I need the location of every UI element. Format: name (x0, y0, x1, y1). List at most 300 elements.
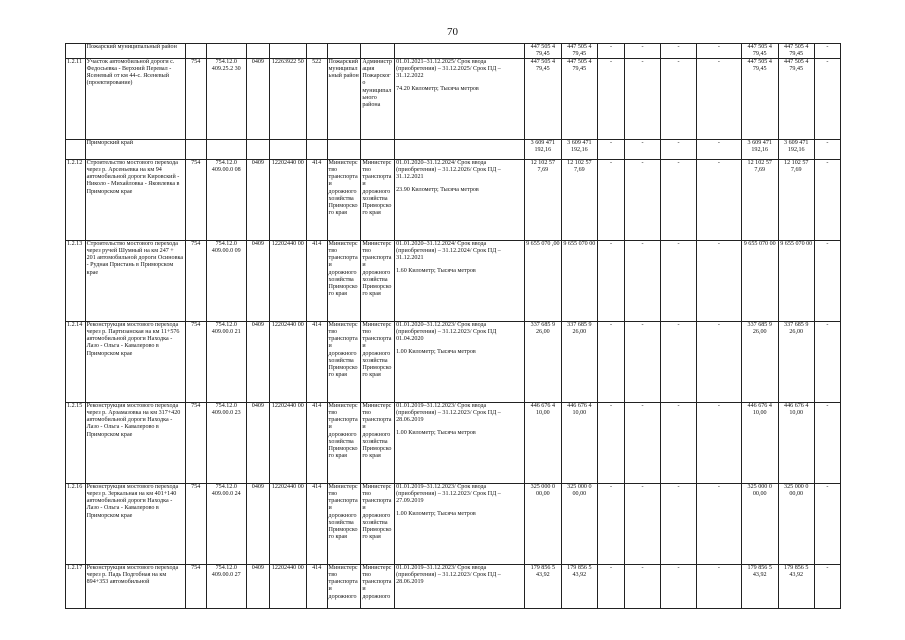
amount-year-budget-cell-text: 179 856 5 43,92 (784, 565, 809, 579)
row-number-text: 1.2.13 (67, 241, 83, 248)
kbk-cell-text: 754.12.0 409.00.0 08 (211, 160, 241, 174)
amount-year-budget-cell (778, 140, 814, 160)
value-cell (625, 140, 661, 160)
main-manager-cell-text: Министерство транспорта и дорожного хозяйства Приморского края (328, 322, 358, 378)
period-cell (395, 565, 525, 609)
value-cell (597, 565, 624, 609)
section-cell (246, 241, 269, 322)
object-name-text: Реконструкция мостового перехода через р. Зеркальная на км 401+140 автомобильной дороги Находка - Лазо - Ольга - Кавалерово в Приморском крае (86, 484, 179, 519)
table-row (66, 160, 841, 241)
value-cell-text: - (677, 322, 680, 329)
section-cell (246, 484, 269, 565)
value-cell (697, 565, 742, 609)
object-name (85, 44, 185, 59)
value-cell-text: - (641, 403, 644, 410)
value-cell (814, 44, 840, 59)
value-cell (597, 322, 624, 403)
object-name (85, 484, 185, 565)
kbk-cell (206, 59, 246, 140)
amount-year-cell-text: 447 505 4 79,45 (747, 44, 772, 58)
object-name (85, 59, 185, 140)
period-cell-text: 01.01.2019–31.12.2023/ Срок ввода (приобретения) – 31.12.2023/ Срок ПД – 28.06.2019 (396, 403, 501, 424)
value-cell (697, 403, 742, 484)
row-number (66, 59, 86, 140)
value-cell-text: - (717, 44, 720, 50)
value-cell (625, 44, 661, 59)
period-cell-text: 01.01.2019–31.12.2023/ Срок ввода (приобретения) – 31.12.2023/ Срок ПД – 27.09.2019 (396, 484, 501, 505)
customer-cell (361, 140, 395, 160)
target-article-cell-text: 12202440 00 (271, 322, 304, 329)
value-cell (814, 140, 840, 160)
code-cell-text: 754 (191, 59, 201, 66)
period-cell (395, 403, 525, 484)
object-name-text: Участок автомобильной дороги с. Федосьевка - Верхний Перевал - Ясеневый от км 44-с. Ясеневый (проектирование) (86, 59, 175, 87)
value-cell (625, 403, 661, 484)
customer-cell (361, 403, 395, 484)
main-manager-cell (327, 322, 361, 403)
customer-cell-text: Администрация Пожарского муниципального района (362, 59, 392, 108)
section-cell-text: 0409 (251, 59, 264, 66)
kbk-cell-text: 754.12.0 409.00.0 23 (211, 403, 241, 417)
code-cell (185, 44, 206, 59)
value-cell (697, 59, 742, 140)
value-cell (625, 160, 661, 241)
amount-total-cell-text: 9 655 070 ,00 (526, 241, 560, 248)
expense-type-cell (306, 484, 327, 565)
value-cell-text: - (717, 241, 720, 248)
object-name-text: Реконструкция мостового перехода через р. Партизанская на км 11+576 автомобильной дороги Находка - Лазо - Ольга - Кавалерово в Приморском крае (86, 322, 180, 357)
value-cell-text: - (641, 140, 644, 147)
amount-year-budget-cell-text: 337 685 9 26,00 (784, 322, 809, 336)
value-cell-text: - (677, 160, 680, 167)
amount-year-budget-cell-text: 12 102 57 7,69 (784, 160, 809, 174)
capacity-text: 74.20 Километр; Тысяча метров (396, 86, 479, 93)
period-cell (395, 140, 525, 160)
section-cell (246, 59, 269, 140)
code-cell-text: 754 (191, 160, 201, 167)
amount-total-cell (524, 160, 561, 241)
table-row (66, 403, 841, 484)
code-cell (185, 565, 206, 609)
amount-total-cell-text: 337 685 9 26,00 (530, 322, 556, 336)
amount-budget-cell (561, 140, 597, 160)
section-cell (246, 140, 269, 160)
expense-type-cell (306, 59, 327, 140)
amount-year-cell-text: 3 609 471 192,16 (747, 140, 772, 154)
row-number-text: 1.2.11 (67, 59, 83, 66)
period-cell-text: 01.01.2020–31.12.2024/ Срок ввода (приобретения) – 31.12.2024/ Срок ПД – 31.12.2021 (396, 241, 501, 262)
value-cell (597, 484, 624, 565)
amount-total-cell (524, 59, 561, 140)
value-cell (697, 44, 742, 59)
value-cell-text: - (677, 403, 680, 410)
value-cell (814, 241, 840, 322)
value-cell-text: - (717, 140, 720, 147)
value-cell-text: - (677, 241, 680, 248)
investment-objects-table (65, 43, 841, 609)
value-cell (814, 322, 840, 403)
amount-budget-cell-text: 3 609 471 192,16 (567, 140, 592, 154)
kbk-cell (206, 140, 246, 160)
customer-cell-text: Министерство транспорта и дорожного (362, 565, 392, 600)
value-cell (597, 160, 624, 241)
value-cell-text: - (641, 160, 644, 167)
row-number (66, 565, 86, 609)
value-cell-text: - (717, 403, 720, 410)
value-cell-text: - (609, 160, 612, 167)
value-cell (597, 59, 624, 140)
amount-year-cell-text: 179 856 5 43,92 (747, 565, 772, 579)
customer-cell-text: Министерство транспорта и дорожного хозяйства Приморского края (362, 160, 392, 216)
amount-budget-cell (561, 59, 597, 140)
value-cell (625, 484, 661, 565)
value-cell-text: - (641, 241, 644, 248)
amount-year-budget-cell-text: 9 655 070 00 (780, 241, 813, 248)
main-manager-cell-text: Министерство транспорта и дорожного (328, 565, 358, 600)
section-cell (246, 322, 269, 403)
period-cell-text: 01.01.2020–31.12.2023/ Срок ввода (приобретения) – 31.12.2023/ Срок ПД 01.04.2020 (396, 322, 497, 343)
value-cell (697, 322, 742, 403)
amount-total-cell-text: 447 505 4 79,45 (530, 44, 556, 58)
expense-type-cell (306, 44, 327, 59)
amount-total-cell-text: 325 000 0 00,00 (530, 484, 556, 498)
amount-year-cell (741, 44, 778, 59)
section-cell-text: 0409 (251, 565, 264, 572)
value-cell (661, 484, 697, 565)
value-cell (625, 322, 661, 403)
value-cell-text: - (609, 44, 612, 50)
value-cell (661, 565, 697, 609)
amount-total-cell (524, 44, 561, 59)
expense-type-cell-text: 414 (312, 160, 322, 167)
table-row (66, 140, 841, 160)
capacity-text: 1.00 Километр; Тысяча метров (396, 349, 476, 356)
target-article-cell (269, 322, 306, 403)
period-cell-text: 01.01.2020–31.12.2024/ Срок ввода (приобретения) – 31.12.2026/ Срок ПД – 31.12.2021 (396, 160, 501, 181)
period-cell (395, 44, 525, 59)
amount-total-cell (524, 484, 561, 565)
object-name (85, 140, 185, 160)
kbk-cell-text: 754.12.0 409.00.0 21 (211, 322, 241, 336)
customer-cell (361, 484, 395, 565)
value-cell (814, 565, 840, 609)
table-row (66, 322, 841, 403)
customer-cell (361, 44, 395, 59)
value-cell-text: - (717, 160, 720, 167)
main-manager-cell (327, 160, 361, 241)
object-name (85, 160, 185, 241)
value-cell-text: - (826, 160, 829, 167)
value-cell-text: - (677, 565, 680, 572)
target-article-cell-text: 12202440 00 (271, 403, 304, 410)
customer-cell (361, 160, 395, 241)
amount-budget-cell-text: 447 505 4 79,45 (567, 59, 592, 73)
capacity-text: 1.00 Километр; Тысяча метров (396, 430, 476, 437)
amount-year-budget-cell (778, 565, 814, 609)
amount-budget-cell-text: 337 685 9 26,00 (567, 322, 592, 336)
amount-year-budget-cell (778, 59, 814, 140)
amount-year-cell-text: 12 102 57 7,69 (747, 160, 772, 174)
amount-year-budget-cell-text: 447 505 4 79,45 (784, 59, 809, 73)
amount-year-budget-cell-text: 446 676 4 10,00 (784, 403, 809, 417)
row-number (66, 403, 86, 484)
amount-year-cell-text: 9 655 070 00 (743, 241, 776, 248)
value-cell (814, 403, 840, 484)
amount-budget-cell (561, 44, 597, 59)
customer-cell (361, 59, 395, 140)
main-manager-cell (327, 59, 361, 140)
value-cell (625, 59, 661, 140)
main-manager-cell-text: Министерство транспорта и дорожного хозяйства Приморского края (328, 241, 358, 297)
table-row (66, 59, 841, 140)
value-cell-text: - (677, 484, 680, 491)
object-name-text: Пожарский муниципальный район (86, 44, 177, 50)
period-cell (395, 484, 525, 565)
expense-type-cell-text: 414 (312, 484, 322, 491)
value-cell-text: - (609, 322, 612, 329)
value-cell-text: - (826, 403, 829, 410)
kbk-cell-text: 754.12.0 409.25.2 30 (211, 59, 241, 73)
main-manager-cell-text: Министерство транспорта и дорожного хозяйства Приморского края (328, 484, 358, 540)
section-cell (246, 565, 269, 609)
target-article-cell (269, 59, 306, 140)
value-cell-text: - (609, 241, 612, 248)
kbk-cell-text: 754.12.0 409.00.0 24 (211, 484, 241, 498)
amount-total-cell-text: 447 505 4 79,45 (530, 59, 556, 73)
amount-budget-cell-text: 179 856 5 43,92 (567, 565, 592, 579)
value-cell (814, 484, 840, 565)
target-article-cell (269, 484, 306, 565)
expense-type-cell-text: 522 (312, 59, 322, 66)
main-manager-cell (327, 44, 361, 59)
main-manager-cell-text: Министерство транспорта и дорожного хозяйства Приморского края (328, 403, 358, 459)
value-cell-text: - (641, 59, 644, 66)
object-name-text: Строительство мостового перехода через ручей Шумный на км 247 + 201 автомобильной дороги Осиновка - Рудная Пристань в Приморском крае (86, 241, 184, 276)
amount-budget-cell-text: 447 505 4 79,45 (567, 44, 592, 58)
value-cell-text: - (717, 59, 720, 66)
row-number-text: 1.2.17 (67, 565, 83, 572)
main-manager-cell-text: Министерство транспорта и дорожного хозяйства Приморского края (328, 160, 358, 216)
row-number (66, 241, 86, 322)
amount-budget-cell (561, 403, 597, 484)
value-cell-text: - (826, 140, 829, 147)
amount-year-cell-text: 325 000 0 00,00 (747, 484, 772, 498)
value-cell (625, 565, 661, 609)
table-row (66, 44, 841, 59)
expense-type-cell (306, 403, 327, 484)
value-cell-text: - (641, 565, 644, 572)
object-name-text: Строительство мостового перехода через р. Арсеньевка на км 94 автомобильной дороги Кировский - Николо - Михайловка - Яковлевка в Приморском крае (86, 160, 180, 195)
amount-year-cell-text: 447 505 4 79,45 (747, 59, 772, 73)
section-cell (246, 160, 269, 241)
section-cell-text: 0409 (251, 484, 264, 491)
section-cell-text: 0409 (251, 160, 264, 167)
capacity-text: 1.60 Километр; Тысяча метров (396, 268, 476, 275)
kbk-cell-text: 754.12.0 409.00.0 27 (211, 565, 241, 579)
value-cell (661, 241, 697, 322)
amount-year-cell (741, 160, 778, 241)
value-cell-text: - (641, 484, 644, 491)
amount-year-budget-cell (778, 160, 814, 241)
target-article-cell (269, 140, 306, 160)
main-manager-cell (327, 565, 361, 609)
row-number-text: 1.2.12 (67, 160, 83, 167)
period-cell-text: 01.01.2021–31.12.2025/ Срок ввода (приобретения) – 31.12.2025/ Срок ПД – 31.12.2022 (396, 59, 501, 80)
period-cell (395, 59, 525, 140)
value-cell (661, 160, 697, 241)
code-cell (185, 484, 206, 565)
value-cell-text: - (826, 241, 829, 248)
amount-year-cell (741, 59, 778, 140)
amount-budget-cell-text: 9 655 070 00 (563, 241, 596, 248)
value-cell (597, 241, 624, 322)
value-cell (661, 59, 697, 140)
target-article-cell-text: 12202440 00 (271, 241, 304, 248)
value-cell (697, 484, 742, 565)
value-cell-text: - (641, 44, 644, 50)
section-cell-text: 0409 (251, 322, 264, 329)
value-cell-text: - (826, 484, 829, 491)
table-row (66, 241, 841, 322)
code-cell (185, 160, 206, 241)
target-article-cell (269, 241, 306, 322)
amount-year-cell-text: 446 676 4 10,00 (747, 403, 772, 417)
amount-budget-cell (561, 160, 597, 241)
amount-total-cell-text: 446 676 4 10,00 (530, 403, 556, 417)
target-article-cell-text: 12202440 00 (271, 565, 304, 572)
customer-cell-text: Министерство транспорта и дорожного хозяйства Приморского края (362, 322, 392, 378)
value-cell (661, 140, 697, 160)
target-article-cell (269, 403, 306, 484)
section-cell-text: 0409 (251, 403, 264, 410)
amount-total-cell-text: 179 856 5 43,92 (530, 565, 556, 579)
code-cell-text: 754 (191, 322, 201, 329)
code-cell-text: 754 (191, 565, 201, 572)
amount-year-budget-cell-text: 325 000 0 00,00 (784, 484, 809, 498)
row-number-text: 1.2.14 (67, 322, 83, 329)
amount-year-cell-text: 337 685 9 26,00 (747, 322, 772, 336)
amount-budget-cell (561, 322, 597, 403)
amount-total-cell (524, 403, 561, 484)
target-article-cell-text: 12202440 00 (271, 160, 304, 167)
kbk-cell (206, 160, 246, 241)
main-manager-cell-text: Пожарский муниципальный район (328, 59, 359, 80)
amount-budget-cell-text: 325 000 0 00,00 (567, 484, 592, 498)
kbk-cell (206, 484, 246, 565)
amount-year-cell (741, 140, 778, 160)
section-cell-text: 0409 (251, 241, 264, 248)
value-cell-text: - (717, 322, 720, 329)
value-cell (814, 160, 840, 241)
value-cell-text: - (641, 322, 644, 329)
value-cell (597, 403, 624, 484)
value-cell-text: - (609, 403, 612, 410)
amount-year-budget-cell-text: 447 505 4 79,45 (784, 44, 809, 58)
row-number (66, 160, 86, 241)
expense-type-cell-text: 414 (312, 403, 322, 410)
amount-total-cell (524, 322, 561, 403)
value-cell (597, 140, 624, 160)
code-cell (185, 322, 206, 403)
value-cell-text: - (677, 59, 680, 66)
target-article-cell (269, 44, 306, 59)
period-cell-text: 01.01.2019–31.12.2023/ Срок ввода (приобретения) – 31.12.2023/ Срок ПД – 28.06.2019 (396, 565, 501, 586)
amount-year-cell (741, 241, 778, 322)
amount-budget-cell (561, 565, 597, 609)
amount-year-budget-cell (778, 484, 814, 565)
amount-year-budget-cell (778, 403, 814, 484)
object-name-text: Приморский край (86, 140, 133, 147)
amount-total-cell (524, 565, 561, 609)
object-name-text: Реконструкция мостового перехода через р. Падь Подгобная на км 894+353 автомобильной (86, 565, 179, 586)
amount-budget-cell-text: 446 676 4 10,00 (567, 403, 592, 417)
amount-total-cell-text: 3 609 471 192,16 (530, 140, 556, 154)
expense-type-cell (306, 322, 327, 403)
value-cell-text: - (717, 565, 720, 572)
value-cell-text: - (609, 59, 612, 66)
target-article-cell (269, 565, 306, 609)
main-manager-cell (327, 241, 361, 322)
row-number (66, 44, 86, 59)
page-number: 70 (447, 26, 458, 38)
kbk-cell (206, 44, 246, 59)
value-cell-text: - (609, 565, 612, 572)
value-cell-text: - (677, 140, 680, 147)
value-cell-text: - (826, 59, 829, 66)
customer-cell-text: Министерство транспорта и дорожного хозяйства Приморского края (362, 403, 392, 459)
row-number (66, 140, 86, 160)
expense-type-cell (306, 140, 327, 160)
expense-type-cell-text: 414 (312, 322, 322, 329)
amount-year-budget-cell (778, 44, 814, 59)
value-cell-text: - (609, 484, 612, 491)
customer-cell (361, 322, 395, 403)
object-name (85, 565, 185, 609)
code-cell-text: 754 (191, 484, 201, 491)
value-cell (661, 44, 697, 59)
table-row (66, 484, 841, 565)
customer-cell-text: Министерство транспорта и дорожного хозяйства Приморского края (362, 241, 392, 297)
value-cell (625, 241, 661, 322)
code-cell (185, 241, 206, 322)
kbk-cell-text: 754.12.0 409.00.0 09 (211, 241, 241, 255)
section-cell (246, 44, 269, 59)
object-name (85, 322, 185, 403)
section-cell (246, 403, 269, 484)
expense-type-cell (306, 160, 327, 241)
row-number (66, 322, 86, 403)
expense-type-cell (306, 241, 327, 322)
value-cell (661, 403, 697, 484)
amount-year-cell (741, 565, 778, 609)
value-cell (597, 44, 624, 59)
value-cell (697, 241, 742, 322)
amount-year-budget-cell (778, 241, 814, 322)
value-cell (661, 322, 697, 403)
amount-total-cell (524, 241, 561, 322)
kbk-cell (206, 241, 246, 322)
period-cell (395, 322, 525, 403)
object-name (85, 403, 185, 484)
amount-year-cell (741, 484, 778, 565)
value-cell-text: - (717, 484, 720, 491)
code-cell (185, 140, 206, 160)
kbk-cell (206, 565, 246, 609)
row-number (66, 484, 86, 565)
capacity-text: 1.00 Километр; Тысяча метров (396, 511, 476, 518)
code-cell (185, 403, 206, 484)
amount-budget-cell-text: 12 102 57 7,69 (567, 160, 592, 174)
